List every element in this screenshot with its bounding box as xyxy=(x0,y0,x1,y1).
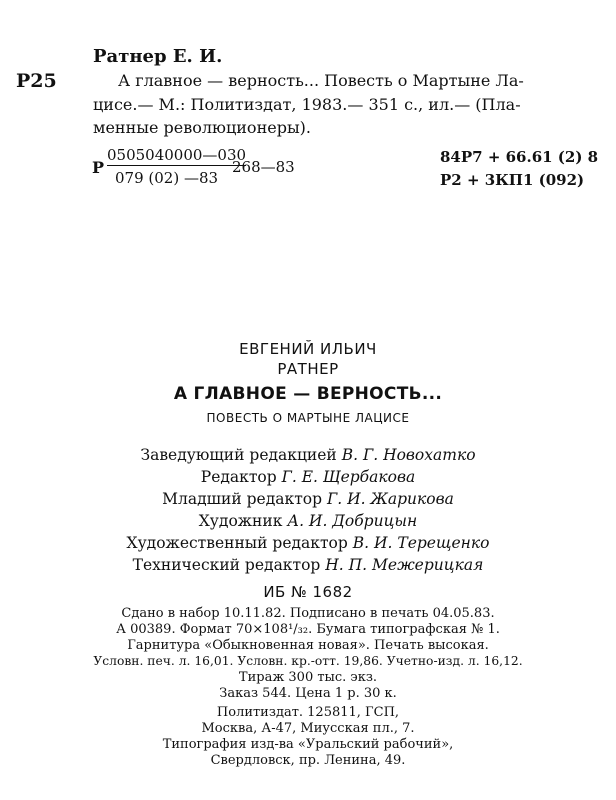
credit-role: Редактор xyxy=(200,468,277,486)
card-index-denominator: 079 (02) —83 xyxy=(115,169,219,187)
card-classification-bbk: 84Р7 + 66.61 (2) 8 xyxy=(440,148,599,166)
card-index-numerator: 0505040000—030 xyxy=(107,146,247,164)
card-description-line-1: А главное — верность... Повесть о Мартыне Ла- xyxy=(118,71,524,90)
imprint-line: Тираж 300 тыс. экз. xyxy=(238,670,378,685)
credit-row xyxy=(0,490,616,508)
imprint-line: А 00389. Формат 70×108¹/₃₂. Бумага типографская № 1. xyxy=(116,622,500,637)
imprint-line: Гарнитура «Обыкновенная новая». Печать высокая. xyxy=(127,638,489,653)
credit-row xyxy=(0,512,616,530)
card-author-heading: Ратнер Е. И. xyxy=(93,46,223,67)
credit-row xyxy=(0,446,616,464)
credit-name: Н. П. Межерицкая xyxy=(325,556,484,574)
credit-row xyxy=(0,556,616,574)
credit-name: В. И. Терещенко xyxy=(352,534,490,552)
card-index-letter: Р xyxy=(92,158,105,177)
credit-name: Г. Е. Щербакова xyxy=(281,468,416,486)
card-description-line-3: менные революционеры). xyxy=(93,118,311,137)
card-description-line-2: цисе.— М.: Политиздат, 1983.— 351 с., ил.— (Пла- xyxy=(93,95,521,114)
imprint-line: Сдано в набор 10.11.82. Подписано в печать 04.05.83. xyxy=(121,606,495,621)
credit-role: Младший редактор xyxy=(162,490,323,508)
book-title: А ГЛАВНОЕ — ВЕРНОСТЬ... xyxy=(173,384,443,404)
card-index-tail: 268—83 xyxy=(232,158,295,176)
imprint-line: Свердловск, пр. Ленина, 49. xyxy=(210,753,406,768)
credit-role: Художественный редактор xyxy=(126,534,348,552)
author-first-names: ЕВГЕНИЙ ИЛЬИЧ xyxy=(239,340,377,358)
credit-role: Заведующий редакцией xyxy=(140,446,337,464)
credit-role: Технический редактор xyxy=(132,556,321,574)
book-subtitle: ПОВЕСТЬ О МАРТЫНЕ ЛАЦИСЕ xyxy=(206,411,410,425)
imprint-line: Москва, А-47, Миусская пл., 7. xyxy=(201,721,415,736)
credit-name: Г. И. Жарикова xyxy=(326,490,454,508)
author-last-name: РАТНЕР xyxy=(277,360,339,378)
credit-name: В. Г. Новохатко xyxy=(341,446,476,464)
imprint-line: Политиздат. 125811, ГСП, xyxy=(216,705,400,720)
card-classification-2: Р2 + 3КП1 (092) xyxy=(440,171,585,189)
imprint-line: Заказ 544. Цена 1 р. 30 к. xyxy=(219,686,397,701)
credit-row xyxy=(0,468,616,486)
ib-number: ИБ № 1682 xyxy=(263,583,353,601)
credit-name: А. И. Добрицын xyxy=(287,512,418,530)
imprint-line: Условн. печ. л. 16,01. Условн. кр.-отт. 19,86. Учетно-изд. л. 16,12. xyxy=(93,654,523,668)
credit-row xyxy=(0,534,616,552)
imprint-line: Типография изд-ва «Уральский рабочий», xyxy=(162,737,454,752)
card-shelf-code: Р25 xyxy=(16,70,57,92)
credit-role: Художник xyxy=(198,512,283,530)
